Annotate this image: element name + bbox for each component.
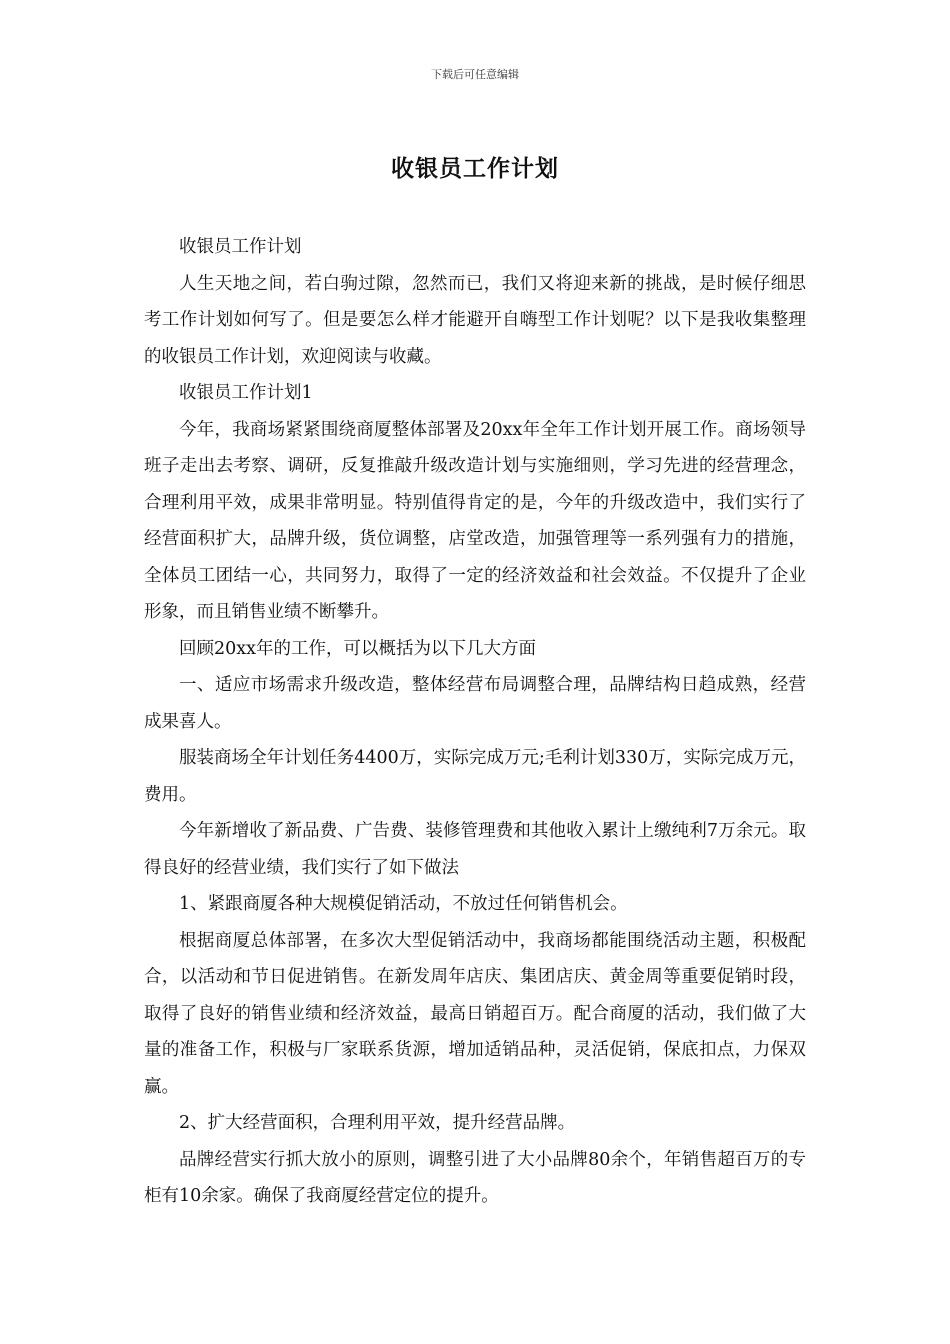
paragraph: 回顾20xx年的工作，可以概括为以下几大方面: [179, 638, 537, 659]
document-body: [144, 229, 806, 1215]
header-note: 下载后可任意编辑: [431, 68, 519, 81]
paragraph: 品牌经营实行抓大放小的原则，调整引进了大小品牌80余个，年销售超百万的专柜有10余家。确保了我商厦经营定位的提升。: [144, 1149, 806, 1206]
paragraph-subtitle: 收银员工作计划: [179, 237, 302, 257]
paragraph: 今年，我商场紧紧围绕商厦整体部署及20xx年全年工作计划开展工作。商场领导班子走出去考察、调研，反复推敲升级改造计划与实施细则，学习先进的经营理念，合理利用平效，成果非常明显。特别值得肯定的是，今年的升级改造中，我们实行了经营面积扩大，品牌升级，货位调整，店堂改造，加强管理等一系列强有力的措施，全体员工团结一心，共同努力，取得了一定的经济效益和社会效益。不仅提升了企业形象，而且销售业绩不断攀升。: [144, 419, 806, 622]
paragraph: 服装商场全年计划任务4400万，实际完成万元;毛利计划330万，实际完成万元，费用。: [144, 748, 806, 805]
paragraph-intro: 人生天地之间，若白驹过隙，忽然而已，我们又将迎来新的挑战，是时候仔细思考工作计划如何写了。但是要怎么样才能避开自嗨型工作计划呢？以下是我收集整理的收银员工作计划，欢迎阅读与收藏。: [144, 273, 806, 367]
paragraph: 2、扩大经营面积，合理利用平效，提升经营品牌。: [179, 1113, 576, 1133]
paragraph: 1、紧跟商厦各种大规模促销活动，不放过任何销售机会。: [179, 894, 628, 914]
paragraph-section-heading: 收银员工作计划1: [179, 383, 313, 403]
paragraph: 根据商厦总体部署，在多次大型促销活动中，我商场都能围绕活动主题，积极配合，以活动和节日促进销售。在新发周年店庆、集团店庆、黄金周等重要促销时段，取得了良好的销售业绩和经济效益，最高日销超百万。配合商厦的活动，我们做了大量的准备工作，积极与厂家联系货源，增加适销品种，灵活促销，保底扣点，力保双赢。: [144, 930, 806, 1097]
paragraph: 一、适应市场需求升级改造，整体经营布局调整合理，品牌结构日趋成熟，经营成果喜人。: [144, 675, 806, 732]
paragraph: 今年新增收了新品费、广告费、装修管理费和其他收入累计上缴纯利7万余元。取得良好的经营业绩，我们实行了如下做法: [144, 821, 806, 878]
document-title: 收银员工作计划: [391, 156, 559, 182]
